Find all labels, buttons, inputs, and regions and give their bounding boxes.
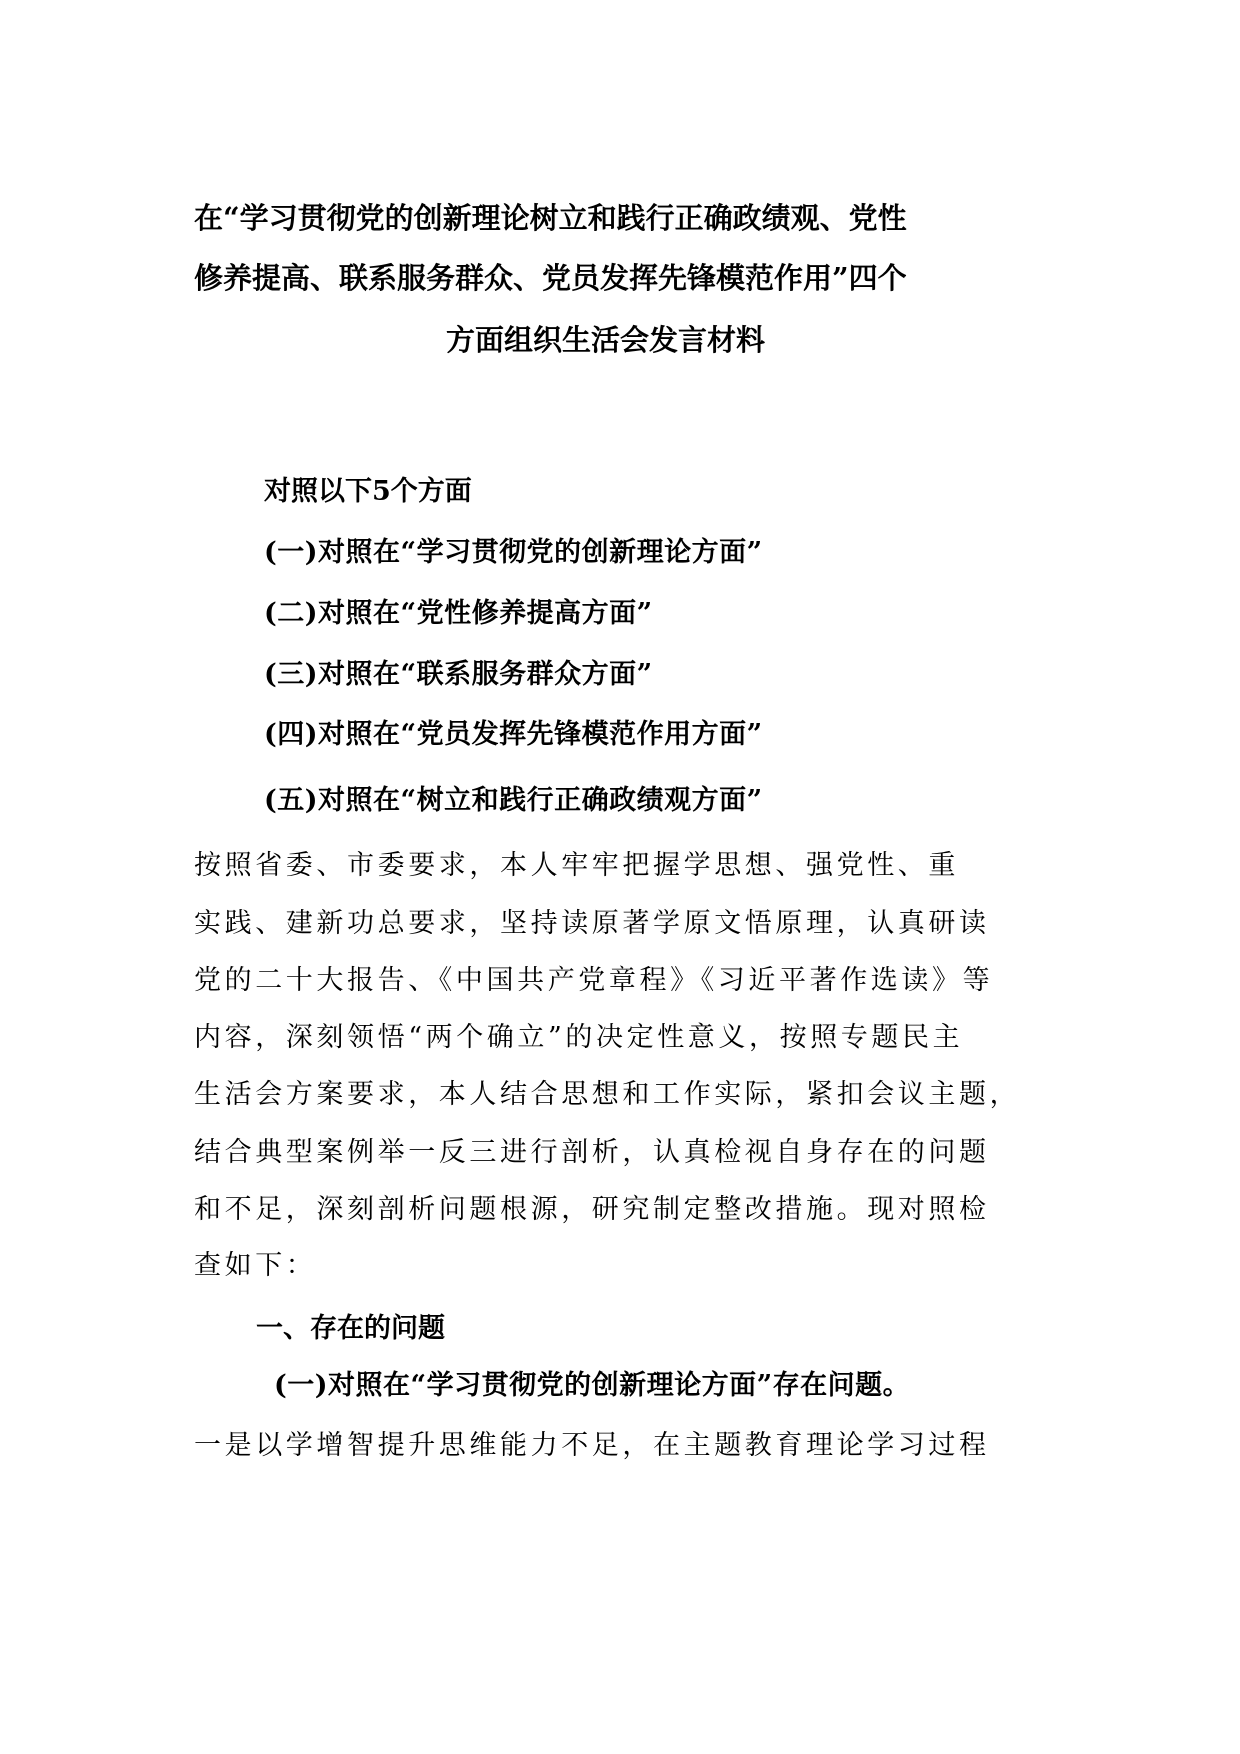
body-paragraph-line-5: 生活会方案要求，本人结合思想和工作实际，紧扣会议主题， bbox=[194, 1079, 1021, 1110]
aspect-item-5: (五)对照在“树立和践行正确政绩观方面” bbox=[264, 785, 763, 816]
aspect-item-3: (三)对照在“联系服务群众方面” bbox=[264, 659, 653, 690]
document-title-line-1: 在“学习贯彻党的创新理论树立和践行正确政绩观、党性 bbox=[194, 201, 907, 235]
subsection-one-heading: (一)对照在“学习贯彻党的创新理论方面”存在问题。 bbox=[274, 1370, 911, 1401]
body-paragraph-line-8: 查如下： bbox=[194, 1250, 317, 1281]
section-one-heading: 一、存在的问题 bbox=[256, 1313, 445, 1344]
body-paragraph-line-4: 内容，深刻领悟“两个确立”的决定性意义，按照专题民主 bbox=[194, 1022, 964, 1053]
document-title-line-2: 修养提高、联系服务群众、党员发挥先锋模范作用”四个 bbox=[194, 261, 907, 295]
body-paragraph-line-6: 结合典型案例举一反三进行剖析，认真检视自身存在的问题 bbox=[194, 1137, 990, 1168]
body-paragraph-line-3: 党的二十大报告、《中国共产党章程》《习近平著作选读》等 bbox=[194, 965, 994, 996]
aspect-item-4: (四)对照在“党员发挥先锋模范作用方面” bbox=[264, 719, 763, 750]
body-paragraph-line-1: 按照省委、市委要求，本人牢牢把握学思想、强党性、重 bbox=[194, 850, 959, 881]
aspect-item-2: (二)对照在“党性修养提高方面” bbox=[264, 598, 653, 629]
body-paragraph-line-2: 实践、建新功总要求，坚持读原著学原文悟原理，认真研读 bbox=[194, 908, 990, 939]
body-last-line: 一是以学增智提升思维能力不足，在主题教育理论学习过程 bbox=[194, 1430, 990, 1461]
body-paragraph-line-7: 和不足，深刻剖析问题根源，研究制定整改措施。现对照检 bbox=[194, 1194, 990, 1225]
document-title-line-3: 方面组织生活会发言材料 bbox=[446, 323, 766, 357]
intro-heading: 对照以下5个方面 bbox=[264, 476, 472, 507]
aspect-item-1: (一)对照在“学习贯彻党的创新理论方面” bbox=[264, 537, 763, 568]
